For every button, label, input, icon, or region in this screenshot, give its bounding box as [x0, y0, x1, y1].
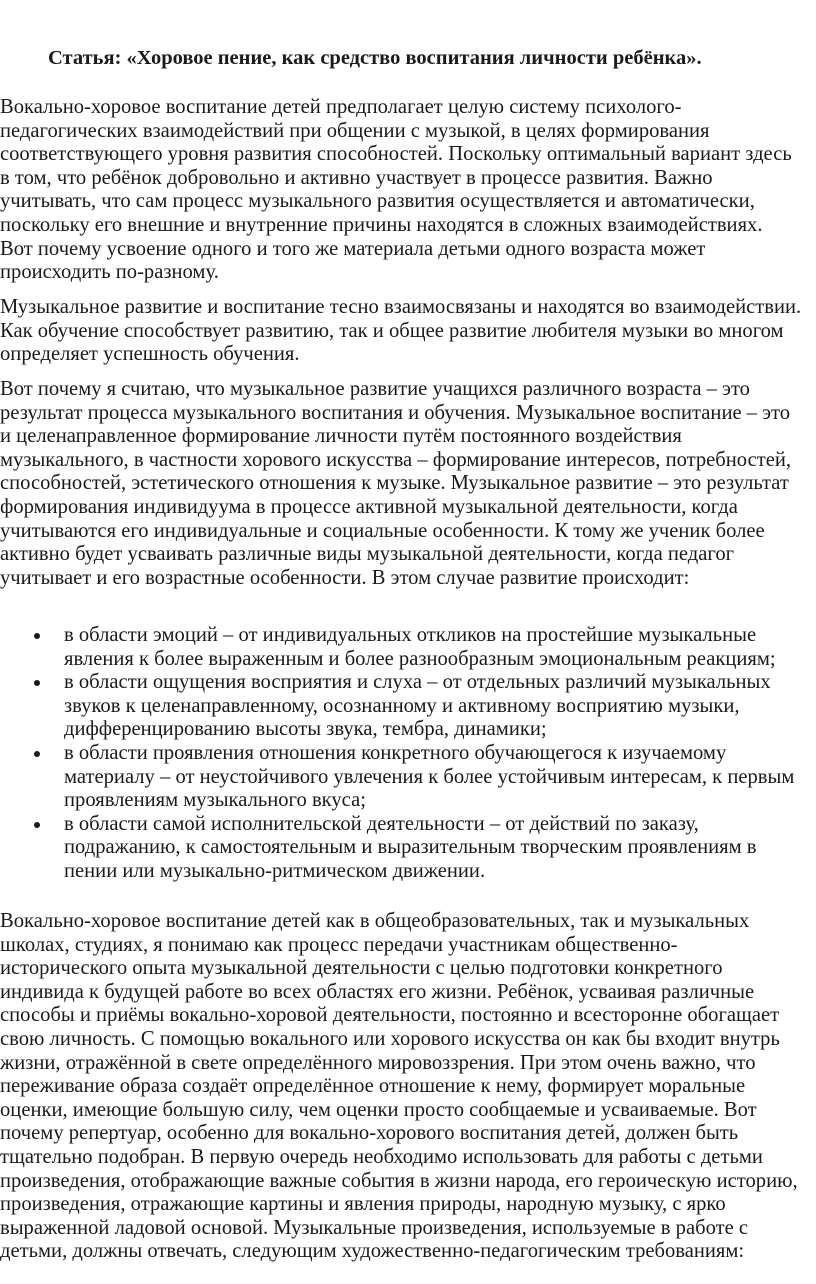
bullet-icon: [34, 751, 40, 757]
bullet-icon: [34, 822, 40, 828]
text-line: проявлениям музыкального вкуса;: [64, 789, 366, 812]
text-line: музыкального, в частности хорового искусства – формирование интересов, потребностей,: [0, 448, 792, 471]
text-line: оценки, имеющие большую силу, чем оценки просто сообщаемые и усваиваемые. Вот: [0, 1098, 757, 1121]
text-line: способы и приёмы вокально-хоровой деятельности, постоянно и всесторонне обогащает: [0, 1004, 780, 1027]
text-line: Музыкальное развитие и воспитание тесно взаимосвязаны и находятся во взаимодействии.: [0, 296, 802, 318]
text-line: жизни, отражённой в свете определённого мировоззрения. При этом очень важно, что: [0, 1051, 756, 1074]
list-item: [0, 813, 816, 884]
text-line: Как обучение способствует развитию, так и общее развитие любителя музыки во многом: [0, 319, 784, 342]
paragraph-intro: [0, 96, 816, 285]
text-line: Вот почему я считаю, что музыкальное развитие учащихся различного возраста – это: [0, 378, 750, 400]
development-areas-list: [0, 624, 816, 884]
text-line: почему репертуар, особенно для вокально-хорового воспитания детей, должен быть: [0, 1122, 739, 1145]
text-line: определяет успешность обучения.: [0, 343, 300, 366]
bullet-icon: [34, 633, 40, 639]
text-line: материалу – от неустойчивого увлечения к более устойчивым интересам, к первым: [64, 765, 795, 788]
text-line: исторического опыта музыкальной деятельности с целью подготовки конкретного: [0, 957, 723, 980]
text-line: в области ощущения восприятия и слуха – от отдельных различий музыкальных: [64, 671, 771, 694]
text-line: свою личность. С помощью вокального или хорового искусства он как бы входит внутрь: [0, 1027, 780, 1050]
text-line: школах, студиях, я понимаю как процесс передачи участникам общественно-: [0, 933, 678, 956]
text-line: выраженной ладовой основой. Музыкальные произведения, используемые в работе с: [0, 1216, 749, 1239]
list-item: [0, 624, 816, 671]
text-line: подражанию, к самостоятельным и выразительным творческим проявлениям в: [64, 836, 757, 859]
text-line: Вокально-хоровое воспитание детей как в общеобразовательных, так и музыкальных: [0, 910, 750, 932]
text-line: произведения, отображающие важные события в жизни народа, его героическую историю,: [0, 1169, 798, 1192]
text-line: тщательно подобран. В первую очередь необходимо использовать для работы с детьми: [0, 1145, 763, 1168]
text-line: способностей, эстетического отношения к музыке. Музыкальное развитие – это результат: [0, 472, 789, 495]
text-line: в том, что ребёнок добровольно и активно участвует в процессе развития. Важно: [0, 166, 713, 189]
paragraph-development: [0, 296, 816, 367]
text-line: в области самой исполнительской деятельности – от действий по заказу,: [64, 812, 699, 835]
text-line: явления к более выраженным и более разнообразным эмоциональным реакциям;: [64, 647, 776, 670]
paragraph-upbringing: [0, 378, 816, 590]
text-line: переживание образа создаёт определённое отношение к нему, формирует моральные: [0, 1075, 746, 1098]
text-line: пении или музыкально-ритмическом движении.: [64, 859, 486, 882]
text-line: соответствующего уровня развития способностей. Поскольку оптимальный вариант здесь: [0, 143, 792, 166]
text-line: Вот почему усвоение одного и того же материала детьми одного возраста может: [0, 237, 706, 260]
article-title: Статья: «Хоровое пение, как средство воспитания личности ребёнка».: [48, 47, 702, 69]
text-line: поскольку его внешние и внутренние причины находятся в сложных взаимодействиях.: [0, 213, 763, 236]
list-item: [0, 742, 816, 813]
text-line: дифференцированию высоты звука, тембра, динамики;: [64, 718, 547, 741]
text-line: результат процесса музыкального воспитания и обучения. Музыкальное воспитание – это: [0, 401, 791, 424]
text-line: педагогических взаимодействий при общении с музыкой, в целях формирования: [0, 119, 710, 142]
text-line: учитывать, что сам процесс музыкального развития осуществляется и автоматически,: [0, 190, 755, 213]
text-line: звуков к целенаправленному, осознанному и активному восприятию музыки,: [64, 694, 740, 717]
bullet-icon: [34, 680, 40, 686]
text-line: индивида к будущей работе во всех областях его жизни. Ребёнок, усваивая различные: [0, 980, 755, 1003]
text-line: учитывает и его возрастные особенности. В этом случае развитие происходит:: [0, 566, 690, 589]
text-line: формирования индивидуума в процессе активной музыкальной деятельности, когда: [0, 495, 738, 518]
text-line: Вокально-хоровое воспитание детей предполагает целую систему психолого-: [0, 96, 682, 118]
text-line: произведения, отражающие картины и явления природы, народную музыку, с ярко: [0, 1193, 726, 1216]
text-line: активно будет усваивать различные виды музыкальной деятельности, когда педагог: [0, 543, 735, 566]
text-line: учитываются его индивидуальные и социальные особенности. К тому же ученик более: [0, 519, 765, 542]
list-item: [0, 671, 816, 742]
text-line: и целенаправленное формирование личности путём постоянного воздействия: [0, 425, 682, 448]
paragraph-repertoire: [0, 910, 816, 1264]
text-line: детьми, должны отвечать, следующим художественно-педагогическим требованиям:: [0, 1240, 745, 1263]
text-line: происходить по-разному.: [0, 261, 219, 284]
text-line: в области эмоций – от индивидуальных откликов на простейшие музыкальные: [64, 624, 757, 646]
text-line: в области проявления отношения конкретного обучающегося к изучаемому: [64, 741, 727, 764]
